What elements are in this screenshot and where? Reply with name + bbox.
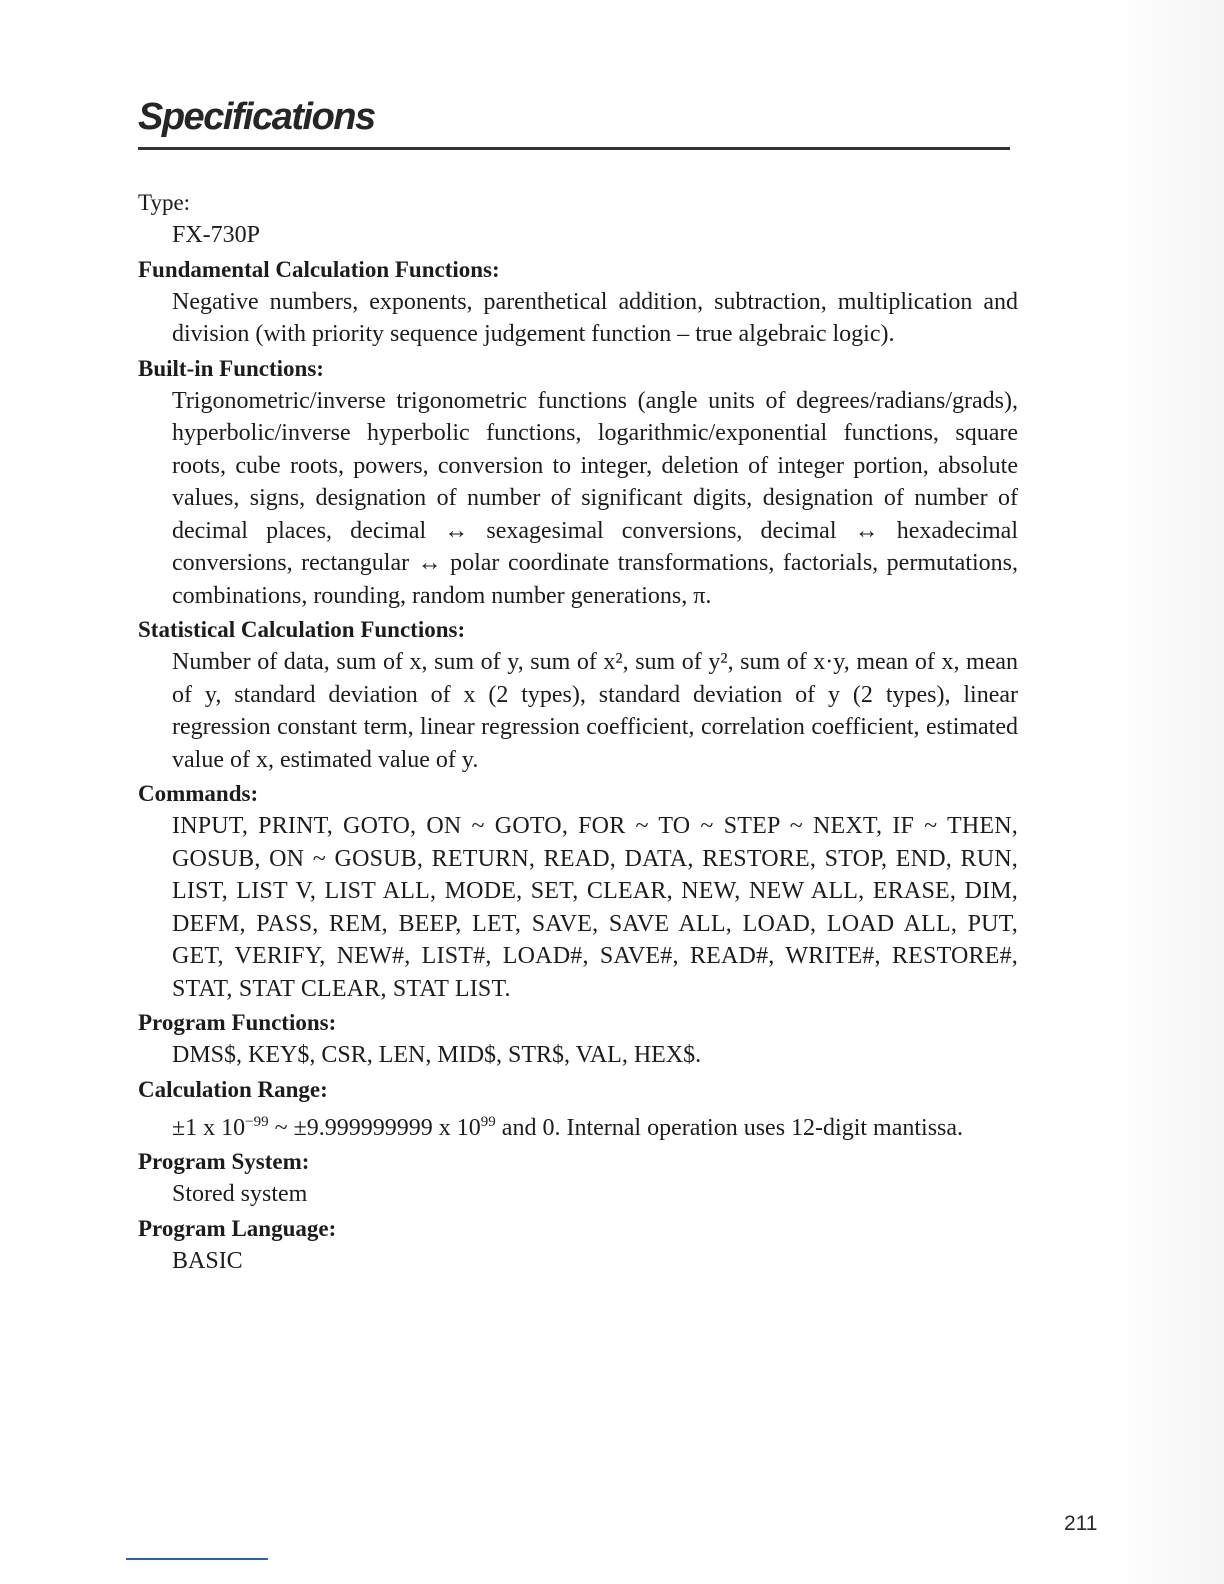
spec-label-built-in-functions: Built-in Functions: [138, 355, 324, 381]
spec-label-program-functions: Program Functions: [138, 1010, 337, 1035]
spec-value-statistical-functions: Number of data, sum of x, sum of y, sum of x², sum of y², sum of x·y, mean of x, mean of y, standard deviation of x (2 types), standard deviation of y (2 types), linear regression constant term, linear regression coefficient, correlation coefficient, estimated value of x, estimated value of y. [172, 649, 1018, 773]
range-middle-text: ~ ±9.999999999 x 10 [268, 1114, 481, 1141]
spec-value-program-language: BASIC [172, 1247, 243, 1274]
specifications-list [138, 185, 1018, 1277]
spec-label-type: Type: [138, 190, 191, 215]
title-underline [138, 147, 1010, 150]
range-suffix-text: and 0. Internal operation uses 12-digit mantissa. [495, 1114, 964, 1141]
range-exponent-upper: 99 [480, 1113, 496, 1130]
spec-value-program-system: Stored system [172, 1181, 308, 1207]
bottom-edge-mark [126, 1558, 268, 1560]
spec-value-type: FX-730P [172, 222, 261, 248]
page-edge-shading [1114, 0, 1224, 1584]
spec-label-fundamental-functions: Fundamental Calculation Functions: [138, 256, 500, 282]
spec-label-program-system: Program System: [138, 1149, 310, 1174]
spec-value-built-in-functions: Trigonometric/inverse trigonometric functions (angle units of degrees/radians/grads), hyperbolic/inverse hyperbolic functions, logarithmic/exponential functions, square roots, cube roots, powers, conversion to integer, deletion of integer portion, absolute values, signs, designation of number of significant digits, designation of number of decimal places, decimal ↔ sexagesimal conversions, decimal ↔ hexadecimal conversions, rectangular ↔ polar coordinate transformations, factorials, permutations, combinations, rounding, random number generations, π. [172, 387, 1018, 609]
page-title: Specifications [138, 96, 375, 138]
range-exponent-lower: −99 [245, 1113, 269, 1130]
page-number: 211 [1064, 1512, 1098, 1535]
spec-value-program-functions: DMS$, KEY$, CSR, LEN, MID$, STR$, VAL, HEX$. [172, 1042, 702, 1068]
spec-label-statistical-functions: Statistical Calculation Functions: [138, 617, 466, 642]
spec-value-fundamental-functions: Negative numbers, exponents, parenthetical addition, subtraction, multiplication and division (with priority sequence judgement function – true algebraic logic). [172, 288, 1018, 347]
spec-label-calculation-range: Calculation Range: [138, 1076, 328, 1102]
range-lower-bound [172, 1115, 496, 1141]
spec-label-commands: Commands: [138, 781, 259, 806]
spec-label-program-language: Program Language: [138, 1215, 337, 1241]
spec-value-calculation-range [138, 1106, 1018, 1145]
range-prefix-text: ±1 x 10 [172, 1114, 246, 1141]
spec-value-commands: INPUT, PRINT, GOTO, ON ~ GOTO, FOR ~ TO ~ STEP ~ NEXT, IF ~ THEN, GOSUB, ON ~ GOSUB, RETURN, READ, DATA, RESTORE, STOP, END, RUN, LIST, LIST V, LIST ALL, MODE, SET, CLEAR, NEW, NEW ALL, ERASE, DIM, DEFM, PASS, REM, BEEP, LET, SAVE, SAVE ALL, LOAD, LOAD ALL, PUT, GET, VERIFY, NEW#, LIST#, LOAD#, SAVE#, READ#, WRITE#, RESTORE#, STAT, STAT CLEAR, STAT LIST. [172, 813, 1018, 1002]
